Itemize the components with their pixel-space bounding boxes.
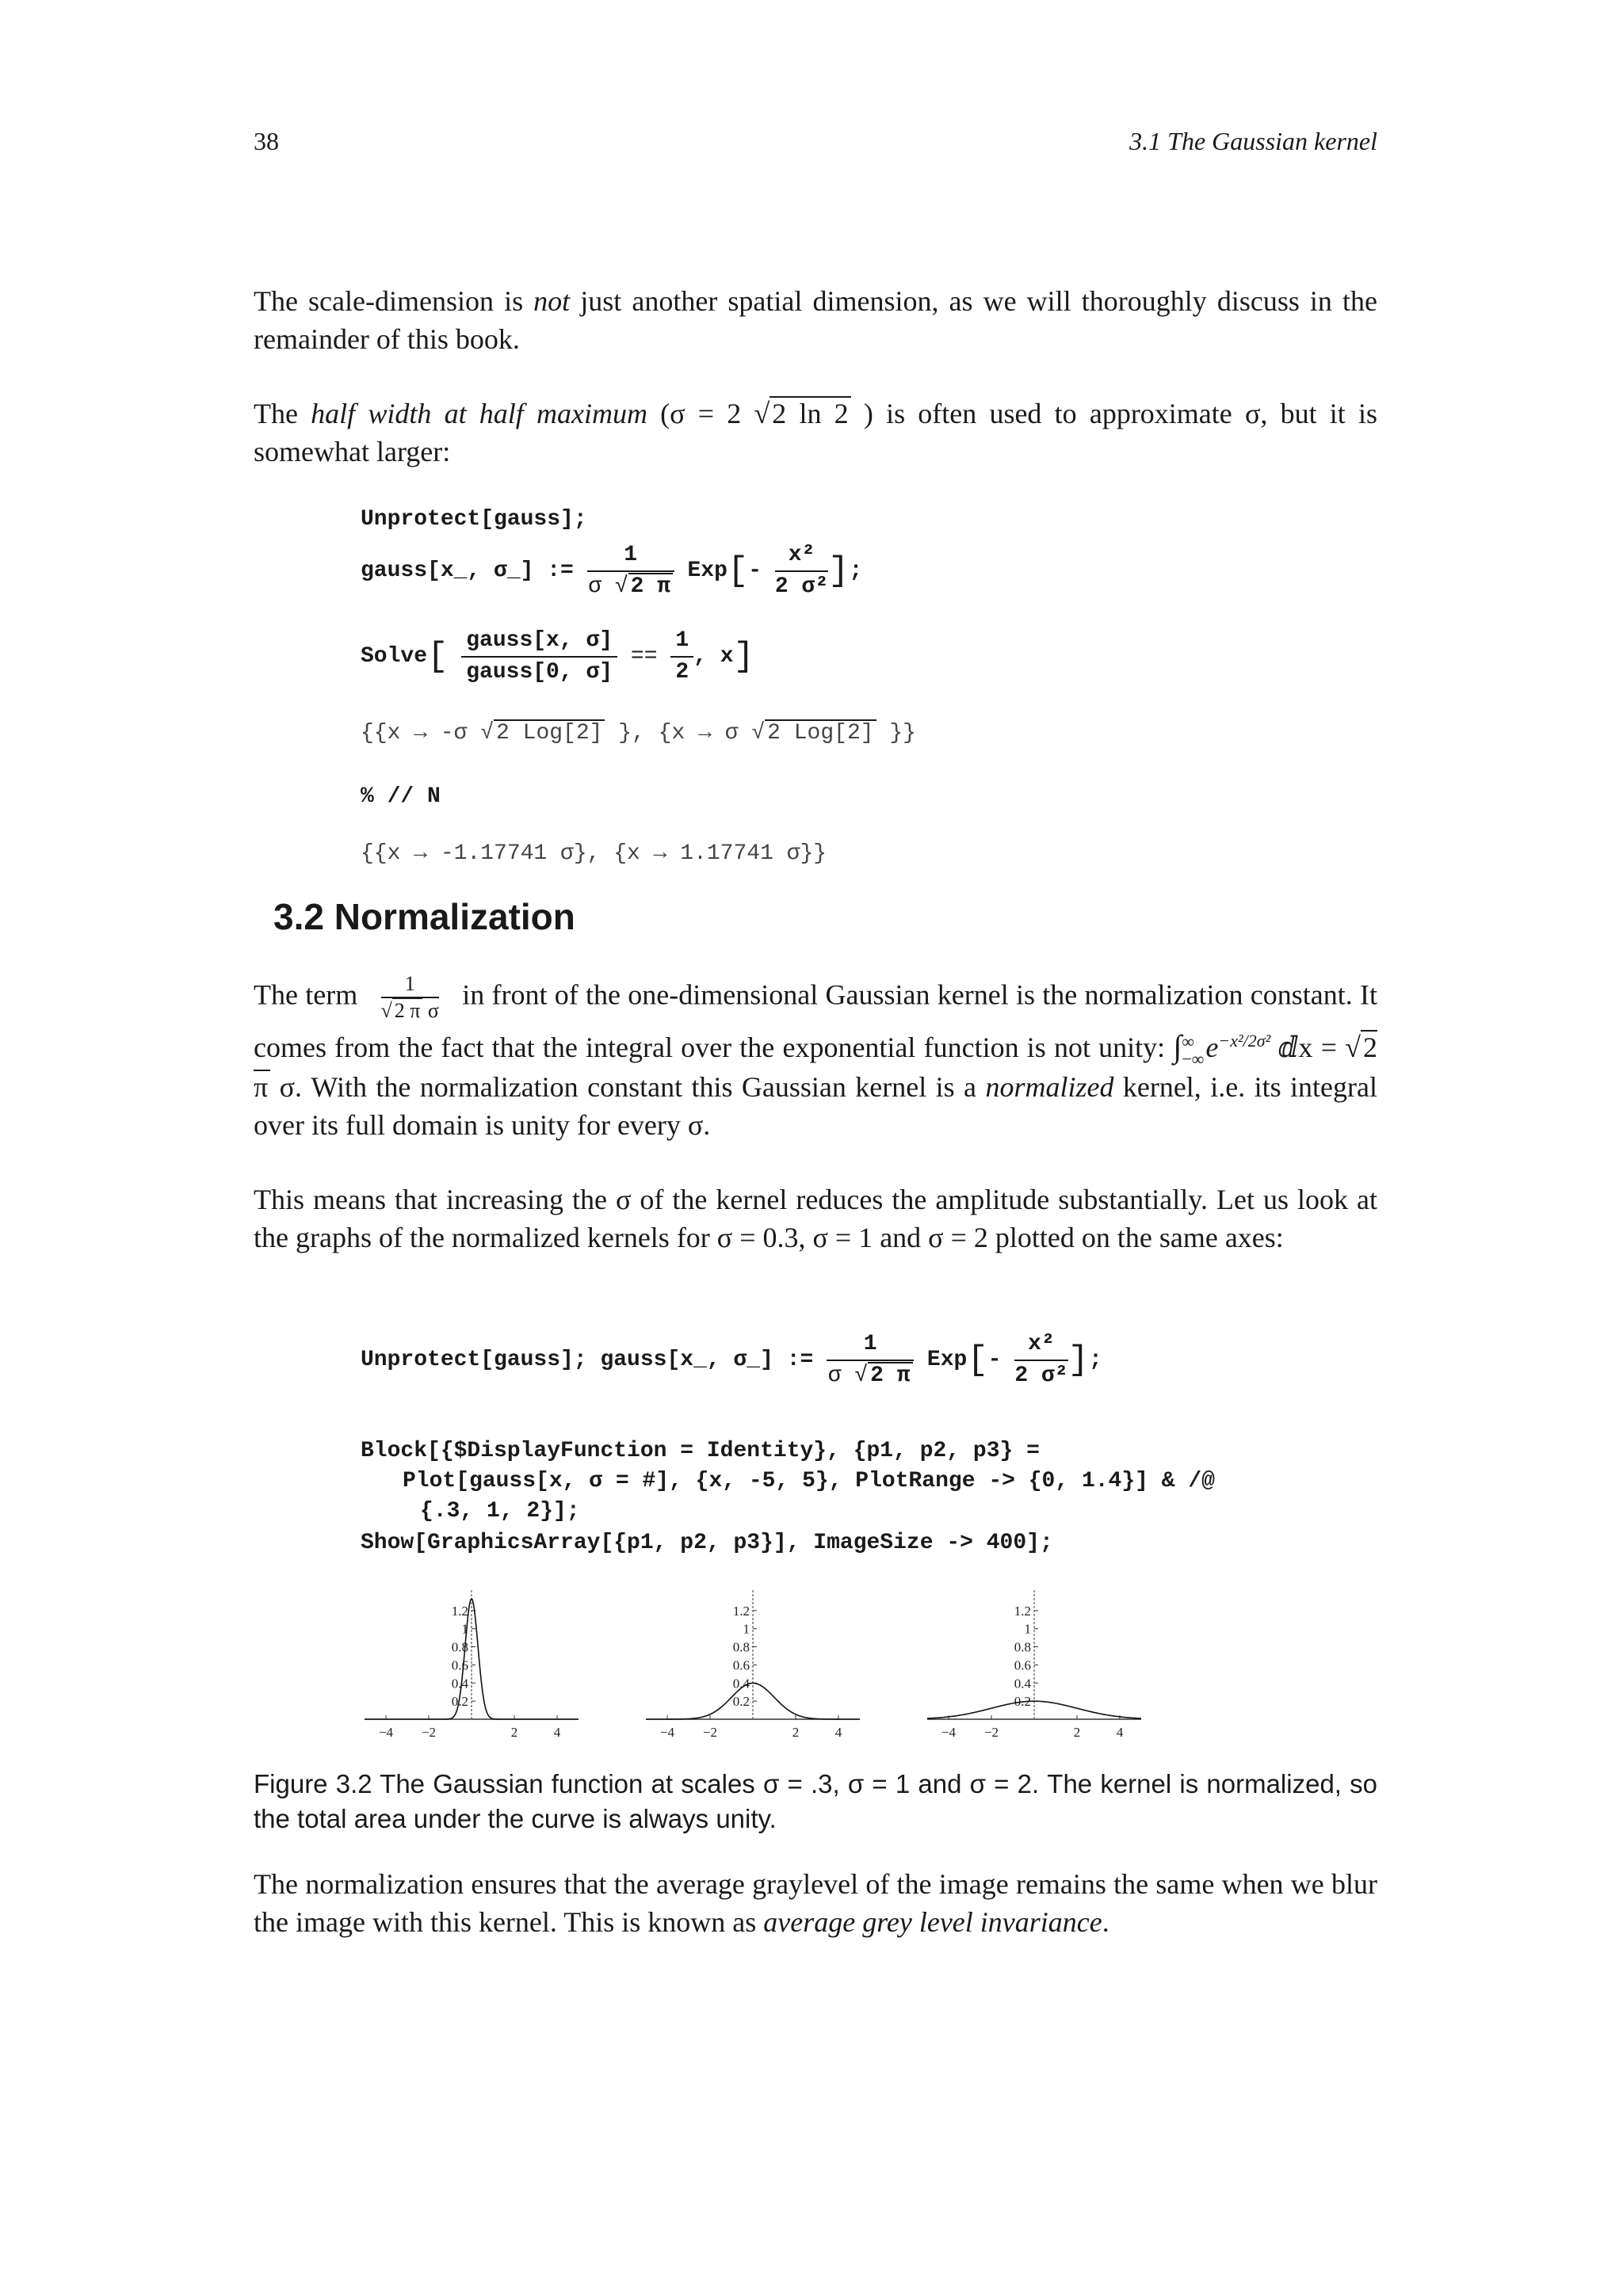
plot-3-y-tick-label: 1 <box>1024 1621 1031 1637</box>
plot-2-x-tick-label: −2 <box>702 1725 718 1740</box>
plot-2-x-tick-label: −4 <box>659 1725 675 1740</box>
paragraph-average-grey-level: The normalization ensures that the average graylevel of the image remains the same when we blur the image with this kernel. This is known as average grey level invariance. <box>254 1868 1377 1938</box>
plot-3-y-tick-label: 1.2 <box>1014 1603 1031 1619</box>
plot-3-x-tick-label: −4 <box>941 1725 957 1740</box>
code-solve: Solve[ $\frac{\text{gauss[x, σ]}}{\text{gauss[0, σ]}}$ == $\frac{1}{2}$ , x] <box>361 628 754 685</box>
paragraph-scale-dimension: The scale-dimension is not just another spatial dimension, as we will thoroughly discuss in the remainder of this book. <box>254 285 1377 355</box>
plot-1-x-tick-label: 2 <box>510 1725 518 1740</box>
plot-2-x-tick-label: 4 <box>834 1725 842 1740</box>
plot-3-y-tick-label: 0.2 <box>1014 1694 1031 1710</box>
plot-2-y-tick-label: 1.2 <box>732 1603 750 1619</box>
plot-1-x-tick-label: −2 <box>421 1725 437 1740</box>
code-block-2-line-3: Plot[gauss[x, σ = #], {x, -5, 5}, PlotRange -> {0, 1.4}] & /@ <box>403 1469 1215 1493</box>
code-block-2-line-1: Unprotect[gauss]; gauss[x_, σ_] := $\frac{1}{\sigma √ 2 \pi}$ Exp[- $\frac{\text{x²}}{\text{2 σ²}}$ ]; <box>361 1332 1102 1388</box>
plot-3-x-tick-label: −2 <box>983 1725 999 1740</box>
plot-2-y-tick-label: 1 <box>743 1621 750 1637</box>
plot-3-y-tick-label: 0.6 <box>1014 1657 1031 1673</box>
plot-3-y-tick-label: 0.8 <box>1014 1639 1031 1655</box>
plot-3-y-tick-label: 0.4 <box>1014 1676 1031 1691</box>
plot-1-y-tick-label: 1 <box>461 1621 468 1637</box>
paragraph-normalization: The term $\frac{1}{\text{√ 2 π σ}}$ in front of the one-dimensional Gaussian kernel is the normalization constant. It comes from the fact that the integral over the exponential function is not unity: ∫ ∞ −∞ $e^{-x^2/2\sigma^2}$ ⅆx = √2 π σ. With the normalization constant this Gaussian kernel is a normalized kernel, i.e. its integral over its full domain is unity for every σ. <box>254 972 1378 1141</box>
code-block-2-line-2: Block[{$DisplayFunction = Identity}, {p1, p2, p3} = <box>361 1439 1040 1463</box>
output-numeric-result: {{x → -1.17741 σ}, {x → 1.17741 σ}} <box>361 841 827 866</box>
code-unprotect: Unprotect[gauss]; <box>361 507 587 532</box>
code2-exp-fraction: $\frac{\text{x²}}{\text{2 σ²}}$ <box>1014 1332 1068 1388</box>
section-title: 3.2 Normalization <box>273 896 575 937</box>
paragraph-half-width: The half width at half maximum (σ = 2 √2 ln 2 ) is often used to approximate σ, but it is somewhat larger: <box>254 398 1378 467</box>
plot-2-y-tick-label: 0.8 <box>732 1639 750 1655</box>
normalization-fraction: $\frac{1}{\text{√ 2 π σ}}$ <box>380 972 439 1022</box>
figure-caption: Figure 3.2 The Gaussian function at scales σ = .3, σ = 1 and σ = 2. The kernel is normalized, so the total area under the curve is always unity. <box>254 1769 1377 1833</box>
plot-1-y-tick-label: 1.2 <box>451 1603 468 1619</box>
code-block-2-line-5: Show[GraphicsArray[{p1, p2, p3}], ImageSize -> 400]; <box>361 1531 1053 1555</box>
code2-gauss-fraction: $\frac{1}{\sigma √ 2 \pi}$ <box>827 1331 914 1390</box>
running-title: 3.1 The Gaussian kernel <box>1129 127 1377 155</box>
plot-2-y-tick-label: 0.2 <box>732 1694 750 1710</box>
code-exp-fraction: $\frac{\text{x²}}{\text{2 σ²}}$ <box>774 543 829 599</box>
plot-1-y-tick-label: 0.4 <box>451 1676 468 1691</box>
code-solve-fraction: $\frac{\text{gauss[x, σ]}}{\text{gauss[0, σ]}}$ <box>461 627 617 686</box>
plot-1-x-tick-label: −4 <box>378 1725 394 1740</box>
plot-2-y-tick-label: 0.6 <box>732 1657 750 1673</box>
plot-3-x-tick-label: 2 <box>1073 1725 1081 1740</box>
output-solve-result: {{x → -σ √ 2 Log[2] }, {x → σ √ 2 Log[2] }} <box>361 721 916 746</box>
code-gauss-definition: gauss[x_, σ_] := $\frac{1}{\sigma √ 2 \pi}$ Exp[- $\frac{\text{x²}}{\text{2 σ²}}$ ]; <box>361 543 863 599</box>
plot-2-y-tick-label: 0.4 <box>732 1676 750 1691</box>
plot-1-y-tick-label: 0.8 <box>451 1639 468 1655</box>
plot-2-x-tick-label: 2 <box>792 1725 800 1740</box>
code-half-fraction: $\frac{1}{2}$ <box>670 627 693 686</box>
code-gauss-fraction: $\frac{1}{\sigma √ 2 \pi}$ <box>587 542 674 601</box>
plot-3-x-tick-label: 4 <box>1116 1725 1124 1740</box>
code-block-2-line-4: {.3, 1, 2}]; <box>420 1499 580 1524</box>
plot-1-y-tick-label: 0.6 <box>451 1657 468 1673</box>
page-number: 38 <box>254 127 279 155</box>
plot-1-y-tick-label: 0.2 <box>451 1694 468 1710</box>
paragraph-increasing-sigma: This means that increasing the σ of the kernel reduces the amplitude substantially. Let us look at the graphs of the normalized kernels for σ = 0.3, σ = 1 and σ = 2 plotted on the same axes: <box>254 1184 1377 1253</box>
gaussian-plots-figure <box>349 1577 1173 1751</box>
plot-1-x-tick-label: 4 <box>553 1725 561 1740</box>
code-numeric: % // N <box>361 784 441 809</box>
